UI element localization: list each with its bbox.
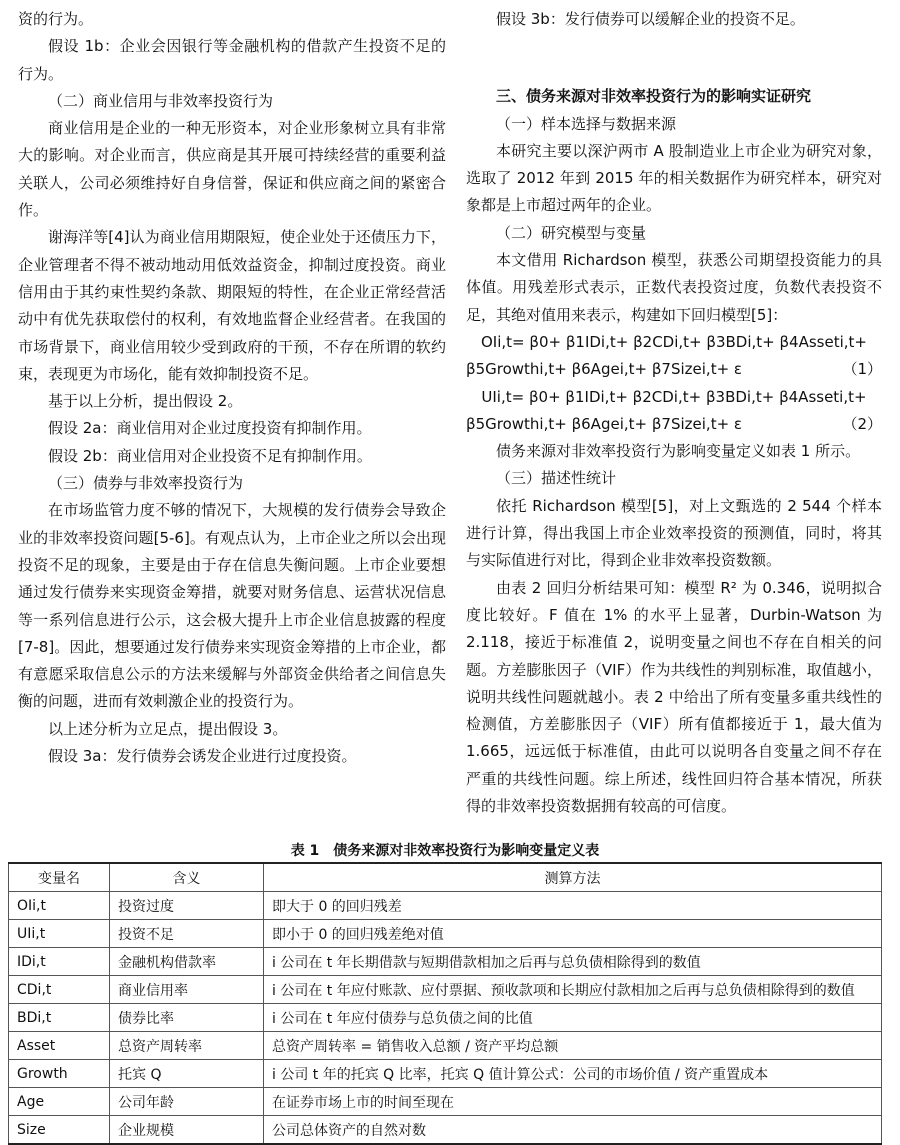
equation-line: UIi,t= β0+ β1IDi,t+ β2CDi,t+ β3BDi,t+ β4Asseti,t+ <box>481 387 867 406</box>
paragraph: 基于以上分析，提出假设 2。 <box>48 392 243 411</box>
method-cell: 总资产周转率 = 销售收入总额 / 资产平均总额 <box>264 1032 882 1060</box>
meaning-cell: 投资过度 <box>110 892 264 920</box>
variable-cell: Age <box>9 1088 110 1116</box>
meaning-cell: 商业信用率 <box>110 976 264 1004</box>
paragraph: 假设 3b：发行债券可以缓解企业的投资不足。 <box>496 10 805 28</box>
variable-cell: IDi,t <box>9 948 110 976</box>
table-row <box>9 948 882 976</box>
method-cell: i 公司 t 年的托宾 Q 比率，托宾 Q 值计算公式：公司的市场价值 / 资产重置成本 <box>264 1060 882 1088</box>
paragraph: 以上述分析为立足点，提出假设 3。 <box>48 719 288 738</box>
header-method: 测算方法 <box>264 863 882 892</box>
paragraph: 假设 1b：企业会因银行等金融机构的借款产生投资不足的行为。 <box>18 37 446 83</box>
method-cell: 即大于 0 的回归残差 <box>264 892 882 920</box>
variable-cell: OIi,t <box>9 892 110 920</box>
subsection-heading: （一）样本选择与数据来源 <box>496 114 677 133</box>
meaning-cell: 公司年龄 <box>110 1088 264 1116</box>
variable-cell: CDi,t <box>9 976 110 1004</box>
variable-cell: Growth <box>9 1060 110 1088</box>
equation-line: β5Growthi,t+ β6Agei,t+ β7Sizei,t+ ε <box>466 414 743 433</box>
right-top-paragraphs <box>466 6 882 329</box>
method-cell: i 公司在 t 年应付账款、应付票据、预收款项和长期应付款相加之后再与总负债相除得到的数值 <box>264 976 882 1004</box>
variable-cell: BDi,t <box>9 1004 110 1032</box>
header-meaning: 含义 <box>110 863 264 892</box>
meaning-cell: 总资产周转率 <box>110 1032 264 1060</box>
right-bottom-paragraphs <box>466 438 882 820</box>
subsection-heading: （二）商业信用与非效率投资行为 <box>48 91 274 110</box>
regression-equations <box>466 329 882 438</box>
method-cell: 公司总体资产的自然对数 <box>264 1116 882 1145</box>
method-cell: i 公司在 t 年长期借款与短期借款相加之后再与总负债相除得到的数值 <box>264 948 882 976</box>
paragraph: 商业信用是企业的一种无形资本，对企业形象树立具有非常大的影响。对企业而言，供应商是其开展可持续经营的重要利益关联人，公司必须维持好自身信誉，保证和供应商之间的紧密合作。 <box>18 119 446 220</box>
equation-number: （1） <box>842 360 882 379</box>
paragraph: 谢海洋等[4]认为商业信用期限短，使企业处于还债压力下，企业管理者不得不被动地动用低效益资金，抑制过度投资。商业信用由于其约束性契约条款、期限短的特性，在企业正常经营活动中有优先获取偿付的权利，有效地监督企业经营者。在我国的市场背景下，商业信用较少受到政府的干预，不存在所谓的软约束，表现更为市场化，能有效抑制投资不足。 <box>18 228 446 383</box>
table-row <box>9 1004 882 1032</box>
meaning-cell: 企业规模 <box>110 1116 264 1145</box>
method-cell: 在证券市场上市的时间至现在 <box>264 1088 882 1116</box>
meaning-cell: 投资不足 <box>110 920 264 948</box>
variable-cell: UIi,t <box>9 920 110 948</box>
meaning-cell: 金融机构借款率 <box>110 948 264 976</box>
meaning-cell: 托宾 Q <box>110 1060 264 1088</box>
method-cell: 即小于 0 的回归残差绝对值 <box>264 920 882 948</box>
paragraph: 假设 3a：发行债券会诱发企业进行过度投资。 <box>48 747 357 766</box>
table-row <box>9 976 882 1004</box>
section-heading: 三、债务来源对非效率投资行为的影响实证研究 <box>496 87 812 106</box>
subsection-heading: （三）债券与非效率投资行为 <box>48 474 244 493</box>
table-row <box>9 1088 882 1116</box>
paragraph: 本研究主要以深沪两市 A 股制造业上市企业为研究对象，选取了 2012 年到 2015 年的相关数据作为研究样本，研究对象都是上市超过两年的企业。 <box>466 141 882 215</box>
table-row <box>9 1116 882 1145</box>
table-1 <box>8 840 882 1145</box>
table-row <box>9 1060 882 1088</box>
paragraph <box>466 48 882 68</box>
meaning-cell: 债券比率 <box>110 1004 264 1032</box>
variable-cell: Size <box>9 1116 110 1145</box>
table-header-row <box>9 863 882 892</box>
paragraph: 在市场监管力度不够的情况下，大规模的发行债券会导致企业的非效率投资问题[5-6]。有观点认为，上市企业之所以会出现投资不足的现象，主要是由于存在信息失衡问题。上市企业要想通过发行债券来实现资金筹措，就要对财务信息、运营状况信息等一系列信息进行公示，这会极大提升上市企业信息披露的程度[7-8]。因此，想要通过发行债券来实现资金筹措的上市企业，都有意愿采取信息公示的方法来缓解与外部资金供给者之间信息失衡的问题，进而有效刺激企业的投资行为。 <box>18 501 446 711</box>
header-variable: 变量名 <box>9 863 110 892</box>
paragraph: 债务来源对非效率投资行为影响变量定义如表 1 所示。 <box>496 442 861 461</box>
paragraph: 由表 2 回归分析结果可知：模型 R² 为 0.346，说明拟合度比较好。F 值在 1% 的水平上显著，Durbin-Watson 为 2.118，接近于标准值 2，说明变量之间也不存在自相关的问题。方差膨胀因子（VIF）作为共线性的判别标准，取值越小，说明共线性问题就越小。表 2 中给出了所有变量多重共线性的检测值，方差膨胀因子（VIF）所有值都接近于 1，最大值为 1.665，远远低于标准值，由此可以说明各自变量之间不存在严重的共线性问题。综上所述，线性回归符合基本情况，所获得的非效率投资数据拥有较高的可信度。 <box>466 578 882 816</box>
table-row <box>9 1032 882 1060</box>
paragraph: 假设 2a：商业信用对企业过度投资有抑制作用。 <box>48 419 372 438</box>
subsection-heading: （二）研究模型与变量 <box>496 223 647 242</box>
equation-line: β5Growthi,t+ β6Agei,t+ β7Sizei,t+ ε <box>466 360 743 379</box>
equation-number: （2） <box>842 414 882 433</box>
paragraph: 依托 Richardson 模型[5]，对上文甄选的 2 544 个样本进行计算，得出我国上市企业效率投资的预测值，同时，将其与实际值进行对比，得到企业非效率投资数额。 <box>466 496 882 570</box>
right-column <box>466 6 882 820</box>
left-column <box>18 6 446 770</box>
paragraph: 资的行为。 <box>18 10 94 28</box>
table-title: 表 1 债务来源对非效率投资行为影响变量定义表 <box>290 843 600 859</box>
method-cell: i 公司在 t 年应付债券与总负债之间的比值 <box>264 1004 882 1032</box>
paragraph: 假设 2b：商业信用对企业投资不足有抑制作用。 <box>48 446 372 465</box>
variable-cell: Asset <box>9 1032 110 1060</box>
variable-definition-table <box>8 862 882 1145</box>
table-row <box>9 892 882 920</box>
paragraph: 本文借用 Richardson 模型，获悉公司期望投资能力的具体值。用残差形式表示，正数代表投资过度，负数代表投资不足，其绝对值用来表示，构建如下回归模型[5]： <box>466 251 882 324</box>
table-row <box>9 920 882 948</box>
equation-line: OIi,t= β0+ β1IDi,t+ β2CDi,t+ β3BDi,t+ β4Asseti,t+ <box>481 332 867 351</box>
subsection-heading: （三）描述性统计 <box>496 469 617 488</box>
